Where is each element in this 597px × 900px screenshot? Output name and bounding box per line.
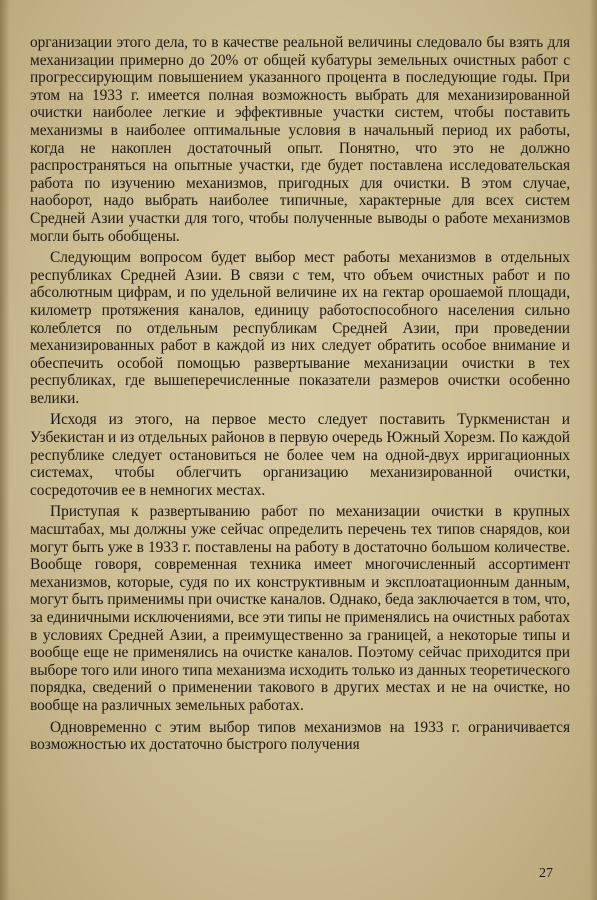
paragraph-4: Приступая к развертыванию работ по механизации очистки в крупных масштабах, мы должны уже сейчас определить перечень тех типов снарядов, кои могут быть уже в 1933 г. поставлены на работу в достаточно большом количестве. Вообще говоря, современная техника имеет многочисленный ассортимент механизмов, которые, судя по их конструктивным и эксплоатационным данным, могут быть применимы при очистке каналов. Однако, беда заключается в том, что, за единичными исключениями, все эти типы не применялись на очистных работах в условиях Средней Азии, а преимущественно за границей, а некоторые типы и вообще еще не применялись на очистке каналов. Поэтому сейчас приходится при выборе того или иного типа механизма исходить только из данных теоретического порядка, сведений о применении такового в других местах и не на очистке, но вообще на различных земельных работах. (30, 503, 570, 714)
page-number: 27 (539, 866, 553, 881)
paragraph-5: Одновременно с этим выбор типов механизмов на 1933 г. ограничивается возможностью их достаточно быстрого получения (30, 718, 570, 754)
paragraph-2: Следующим вопросом будет выбор мест работы механизмов в отдельных республиках Средней Азии. В связи с тем, что объем очистных работ и по абсолютным цифрам, и по удельной величине их на гектар орошаемой площади, километр протяжения каналов, единицу работоспособного населения сильно колеблется по отдельным республикам Средней Азии, при проведении механизированных работ в каждой из них следует обратить особое внимание и обеспечить особой помощью развертывание механизации очистки в тех республиках, где вышеперечисленные показатели размеров очистки особенно велики. (30, 249, 570, 407)
paragraph-3: Исходя из этого, на первое место следует поставить Туркменистан и Узбекистан и из отдельных районов в первую очередь Южный Хорезм. По каждой республике следует остановиться не более чем на одной-двух ирригационных системах, чтобы облегчить организацию механизированной очистки, сосредоточив ее в немногих местах. (30, 411, 570, 499)
paragraph-1: организации этого дела, то в качестве реальной величины следовало бы взять для механизации примерно до 20% от общей кубатуры земельных очистных работ с прогрессирующим повышением указанного процента в последующие годы. При этом на 1933 г. имеется полная возможность выбрать для механизированной очистки наиболее легкие и эффективные участки систем, чтобы поставить механизмы в наиболее оптимальные условия в начальный период их работы, когда не накоплен достаточный опыт. Понятно, что это не должно распространяться на опытные участки, где будет поставлена исследовательская работа по изучению механизмов, пригодных для очистки. В этом случае, наоборот, надо выбрать наиболее типичные, характерные для всех систем Средней Азии участки для того, чтобы полученные выводы о работе механизмов могли быть обобщены. (30, 34, 570, 245)
page-body (30, 34, 570, 754)
